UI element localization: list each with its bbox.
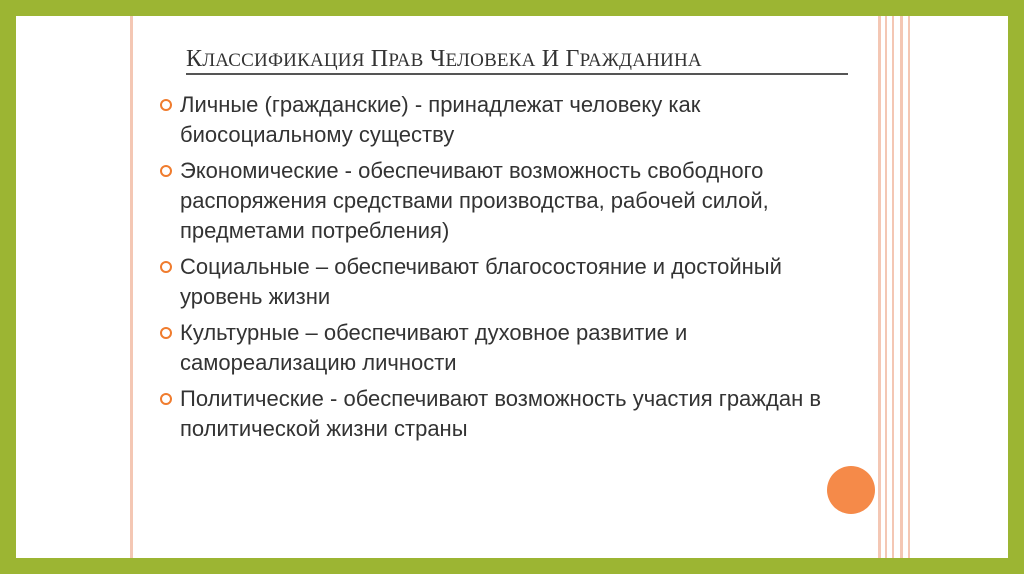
decorative-stripe [908,16,910,558]
list-item [158,90,868,150]
orange-ring-bullet-icon [160,165,172,177]
list-item [158,156,868,246]
decorative-stripe [130,16,133,558]
decorative-stripe [885,16,887,558]
decorative-stripe [900,16,903,558]
orange-circle-icon [827,466,875,514]
list-item [158,252,868,312]
list-item-text: Культурные – обеспечивают духовное развитие и самореализацию личности [180,320,688,375]
list-item [158,384,868,444]
list-item-text: Политические - обеспечивают возможность участия граждан в политической жизни страны [180,386,822,441]
orange-ring-bullet-icon [160,99,172,111]
decorative-stripe [878,16,881,558]
list-item [158,318,868,378]
decorative-stripe [892,16,894,558]
title-underline [186,73,848,75]
slide [16,16,1008,558]
orange-ring-bullet-icon [160,393,172,405]
slide-title: КЛАССИФИКАЦИЯ ПРАВ ЧЕЛОВЕКА И ГРАЖДАНИНА [186,46,702,72]
orange-ring-bullet-icon [160,327,172,339]
orange-ring-bullet-icon [160,261,172,273]
list-item-text: Экономические - обеспечивают возможность свободного распоряжения средствами производства, рабочей силой, предметами потребления) [180,158,769,243]
list-item-text: Социальные – обеспечивают благосостояние и достойный уровень жизни [180,254,782,309]
rights-list [158,90,868,450]
list-item-text: Личные (гражданские) - принадлежат человеку как биосоциальному существу [180,92,701,147]
